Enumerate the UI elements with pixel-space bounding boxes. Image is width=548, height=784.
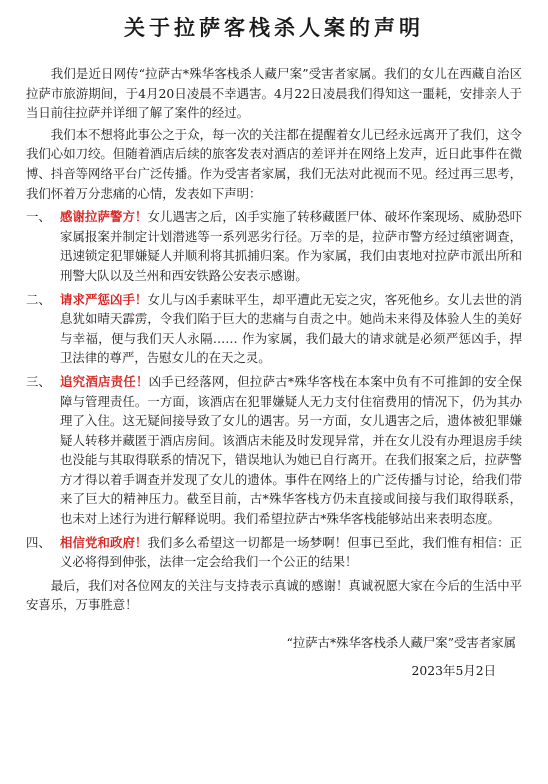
item-number: 四、 [26, 534, 51, 550]
closing-paragraph: 最后，我们对各位网友的关注与支持表示真诚的感谢！真诚祝愿大家在今后的生活中平安喜乐，万事胜意！ [26, 577, 522, 613]
item-body [60, 372, 522, 529]
intro-paragraph-1: 我们是近日网传“拉萨古*殊华客栈杀人藏尸案”受害者家属。我们的女儿在西藏自治区拉萨市旅游期间，于4月20日凌晨不幸遇害。4月22日凌晨我们得知这一噩耗，安排亲人于当日前往拉萨并详细了解了案件的经过。 [26, 66, 522, 121]
signature-date: 2023年5月2日 [411, 662, 496, 678]
item-heading: 追究酒店责任！ [60, 373, 149, 389]
item-number: 一、 [26, 209, 51, 225]
item-text: 女儿与凶手素昧平生，却平遭此无妄之灾，客死他乡。女儿去世的消息犹如晴天霹雳，令我们陷于巨大的悲痛与自责之中。她尚未来得及体验人生的美好与幸福，便与我们天人永隔…… 作为家属，我们最大的请求就是必须严惩凶手，捍卫法律的尊严，告慰女儿的在天之灵。 [60, 291, 523, 366]
item-heading: 相信党和政府！ [60, 534, 148, 550]
statement-item-4 [26, 533, 522, 572]
item-text: 我们多么希望这一切都是一场梦啊！但事已至此，我们惟有相信：正义必将得到伸张，法律一定会给我们一个公正的结果！ [60, 534, 523, 570]
item-number: 三、 [26, 373, 51, 389]
item-number: 二、 [26, 291, 51, 307]
statement-item-1 [26, 207, 522, 285]
item-heading: 请求严惩凶手！ [60, 291, 148, 307]
item-body [60, 533, 522, 572]
document-title: 关于拉萨客栈杀人案的声明 [124, 15, 424, 40]
item-body [60, 207, 522, 285]
item-body [60, 290, 522, 368]
intro-paragraph-2: 我们本不想将此事公之于众，每一次的关注都在提醒着女儿已经永远离开了我们，这令我们心如刀绞。但随着酒店后续的旅客发表对酒店的差评并在网络上发声，近日此事件在微博、抖音等网络平台广泛传播。作为受害者家属，我们无法对此视而不见。经过再三思考，我们怀着万分悲痛的心情，发表如下声明： [26, 126, 522, 201]
item-text: 凶手已经落网，但拉萨古*殊华客栈在本案中负有不可推卸的安全保障与管理责任。一方面，该酒店在犯罪嫌疑人无力支付住宿费用的情况下，仍为其办理了入住。这无疑间接导致了女儿的遇害。另一方面，女儿遇害之后，遗体被犯罪嫌疑人转移并藏匿于酒店房间。该酒店未能及时发现异常，并在女儿没有办理退房手续也没能与其取得联系的情况下，错误地认为她已自行离开。在我们报案之后，拉萨警方才得以着手调查并发现了女儿的遗体。事件在网络上的广泛传播与讨论，给我们带来了巨大的精神压力。截至目前，古*殊华客栈方仍未直接或间接与我们取得联系，也未对上述行为进行解释说明。我们希望拉萨古*殊华客栈能够站出来表明态度。 [60, 373, 523, 527]
item-heading: 感谢拉萨警方！ [60, 209, 148, 225]
statement-item-2 [26, 290, 522, 368]
signature: “拉萨古*殊华客栈杀人藏尸案”受害者家属 [286, 635, 516, 651]
statement-item-3 [26, 372, 522, 529]
item-text: 女儿遇害之后，凶手实施了转移藏匿尸体、破坏作案现场、威胁恐吓家属报案并制定计划潜逃等一系列恶劣行径。万幸的是，拉萨市警方经过缜密调查，迅速锁定犯罪嫌疑人并顺利将其抓捕归案。作为家属，我们由衷地对拉萨市派出所和刑警大队以及兰州和西安铁路公安表示感谢。 [60, 209, 523, 283]
